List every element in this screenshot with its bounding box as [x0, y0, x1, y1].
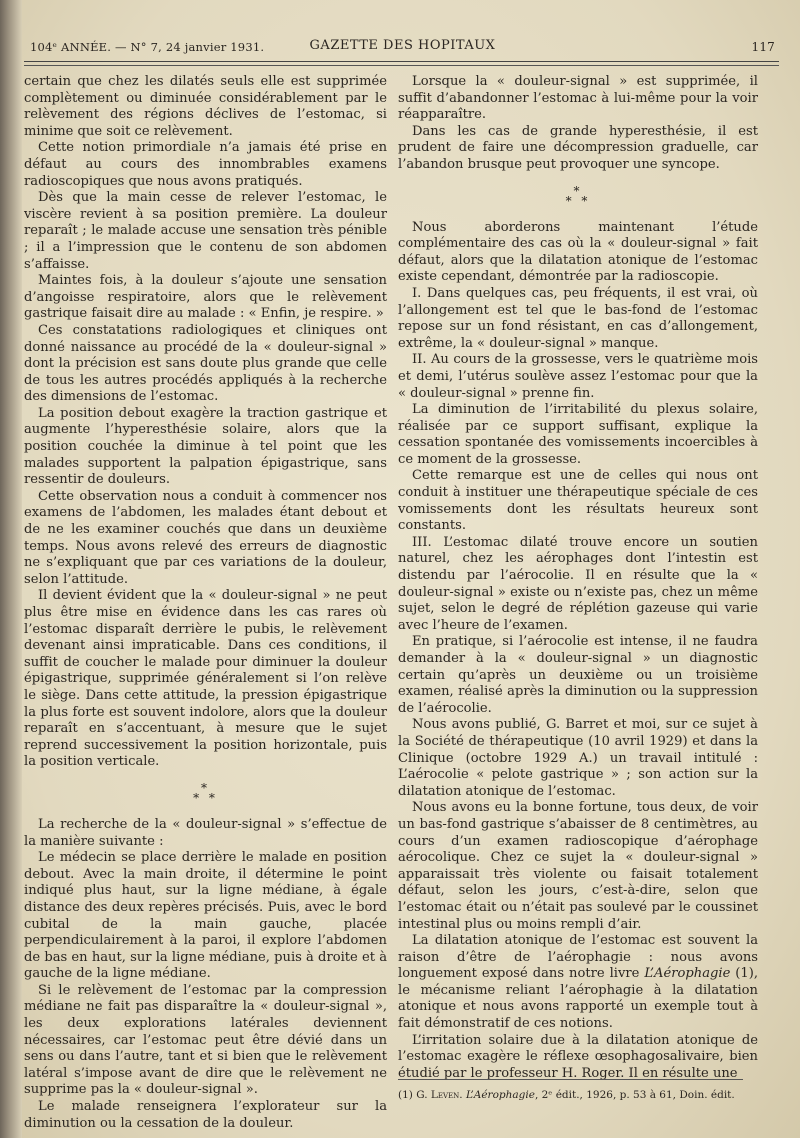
paragraph: Il devient évident que la « douleur-signal » ne peut plus être mise en évidence dans les cas rares où l’estomac disparaît derrière le pubis, le relèvement devenant ainsi impraticable. Dans ces conditions, il suffit de coucher le malade pour diminuer la douleur épigastrique, supprimée généralement si l’on relève le siège. Dans cette attitude, la pression épigastrique la plus forte est souvent indolore, alors que la douleur reparaît en s’accentuant, à mesure que le sujet reprend successivement la position horizontale, puis la position verticale. [24, 588, 387, 770]
footnote-author: Leven [430, 1089, 460, 1101]
footnote-title: L’Aérophagie [465, 1089, 535, 1101]
paragraph: La position debout exagère la traction gastrique et augmente l’hyperesthésie solaire, alors que la position couchée la diminue à tel point que les malades supportent la palpation épigastrique, sans ressentir de douleurs. [24, 405, 387, 488]
book-title: L’Aérophagie [644, 966, 731, 982]
page-header [30, 36, 775, 60]
binding-spine [0, 0, 22, 1138]
paragraph: L’irritation solaire due à la dilatation atonique de l’estomac exagère le réflexe œsophagosalivaire, bien étudié par le professeur H. Roger. Il en résulte une [398, 1032, 758, 1081]
paragraph: Ces constatations radiologiques et cliniques ont donné naissance au procédé de la « douleur-signal » dont la précision est sans doute plus grande que celle de tous les autres procédés appliqués à la recherche des dimensions de l’estomac. [24, 322, 387, 405]
paragraph: Dans les cas de grande hyperesthésie, il est prudent de faire une décompression graduelle, car l’abandon brusque peut provoquer une syncope. [398, 123, 758, 172]
page-number: 117 [751, 40, 775, 54]
paragraph: III. L’estomac dilaté trouve encore un soutien naturel, chez les aérophages dont l’intestin est distendu par l’aérocolie. Il en résulte que la « douleur-signal » existe ou n’existe pas, chez un même sujet, selon le degré de réplétion gazeuse qui varie avec l’heure de l’examen. [398, 534, 758, 633]
paragraph: certain que chez les dilatés seuls elle est supprimée complètement ou diminuée considérablement par le relèvement des régions déclives de l’estomac, si minime que soit ce relèvement. [24, 74, 387, 139]
paragraph: Lorsque la « douleur-signal » est supprimée, il suffit d’abandonner l’estomac à lui-même pour la voir réapparaître. [398, 74, 758, 123]
paragraph: II. Au cours de la grossesse, vers le quatrième mois et demi, l’utérus soulève assez l’estomac pour que la « douleur-signal » prenne fin. [398, 352, 758, 401]
paragraph: La recherche de la « douleur-signal » s’effectue de la manière suivante : [24, 816, 387, 849]
footnote-rule [398, 1079, 743, 1080]
paragraph: Le médecin se place derrière le malade en position debout. Avec la main droite, il détermine le point indiqué plus haut, sur la ligne médiane, à égale distance des deux repères précisés. Puis, avec le bord cubital de la main gauche, placée perpendiculairement à la paroi, il explore l’abdomen de bas en haut, sur la ligne médiane, puis à droite et à gauche de la ligne médiane. [24, 850, 387, 982]
paragraph: Maintes fois, à la douleur s’ajoute une sensation d’angoisse respiratoire, alors que le relèvement gastrique faisait dire au malade : « Enfin, je respire. » [24, 273, 387, 322]
paragraph: I. Dans quelques cas, peu fréquents, il est vrai, où l’allongement est tel que le bas-fond de l’estomac repose sur un fond résistant, en cas d’allongement, extrême, la « douleur-signal » manque. [398, 285, 758, 351]
paragraph: Nous avons publié, G. Barret et moi, sur ce sujet à la Société de thérapeutique (10 avril 1929) et dans la Clinique (octobre 1929 A.) un travail intitulé : L’aérocolie « pelote gastrique » ; son action sur la dilatation atonique de l’estomac. [398, 717, 758, 799]
section-separator-stars: * * * [193, 780, 218, 805]
paragraph: La diminution de l’irritabilité du plexus solaire, réalisée par ce support suffisant, explique la cessation spontanée des vomissements incoercibles à ce moment de la grossesse. [398, 402, 758, 467]
paragraph: Cette notion primordiale n’a jamais été prise en défaut au cours des innombrables examens radioscopiques que nous avons pratiqués. [24, 140, 387, 189]
paragraph: Cette remarque est une de celles qui nous ont conduit à instituer une thérapeutique spéciale de ces vomissements dont les résultats heureux sont constants. [398, 468, 758, 534]
journal-title: GAZETTE DES HOPITAUX [309, 38, 496, 53]
footnote: (1) G. Leven. L’Aérophagie, 2ᵉ édit., 1926, p. 53 à 61, Doin. édit. [398, 1089, 735, 1101]
left-column [24, 74, 387, 1132]
paragraph: Si le relèvement de l’estomac par la compression médiane ne fait pas disparaître la « douleur-signal », les deux explorations latérales deviennent nécessaires, car l’estomac peut être dévié dans un sens ou dans l’autre, tant et si bien que le relèvement latéral s’impose avant de dire que le relèvement ne supprime pas la « douleur-signal ». [24, 982, 387, 1098]
header-rule-top [24, 61, 779, 62]
paragraph: Le malade renseignera l’explorateur sur la diminution ou la cessation de la douleur. [24, 1099, 387, 1131]
paragraph: Cette observation nous a conduit à commencer nos examens de l’abdomen, les malades étant debout et de ne les examiner couchés que dans un deuxième temps. Nous avons relevé des erreurs de diagnostic ne s’expliquant que par ces variations de la douleur, selon l’attitude. [24, 488, 387, 587]
paragraph-aerophagie: La dilatation atonique de l’estomac est souvent la raison d’être de l’aérophagie : nous avons longuement exposé dans notre livre L’Aérophagie (1), le mécanisme reliant l’aérophagie à la dilatation atonique et nous avons rapporté un exemple tout à fait démonstratif de ces notions. [398, 933, 758, 1032]
header-rule-bottom [24, 65, 779, 66]
right-column [398, 74, 758, 1082]
paragraph: Nous avons eu la bonne fortune, tous deux, de voir un bas-fond gastrique s’abaisser de 8 centimètres, au cours d’un examen radioscopique d’aérophage aérocolique. Chez ce sujet la « douleur-signal » apparaissait très violente ou faisait totalement défaut, selon les jours, c’est-à-dire, selon que l’estomac était ou n’était pas soulevé par le coussinet intestinal plus ou moins rempli d’air. [398, 800, 758, 932]
paragraph: En pratique, si l’aérocolie est intense, il ne faudra demander à la « douleur-signal » un diagnostic certain qu’après un deuxième ou un troisième examen, réalisé après la diminution ou la suppression de l’aérocolie. [398, 634, 758, 716]
paragraph: Nous aborderons maintenant l’étude complémentaire des cas où la « douleur-signal » fait défaut, alors que la dilatation atonique de l’estomac existe cependant, démontrée par la radioscopie. [398, 219, 758, 285]
paragraph: Dès que la main cesse de relever l’estomac, le viscère revient à sa position première. La douleur reparaît ; le malade accuse une sensation très pénible ; il a l’impression que le contenu de son abdomen s’affaisse. [24, 190, 387, 272]
issue-info: 104ᵉ ANNÉE. — N° 7, 24 janvier 1931. [30, 40, 265, 54]
section-separator-stars: * * * [565, 183, 591, 208]
